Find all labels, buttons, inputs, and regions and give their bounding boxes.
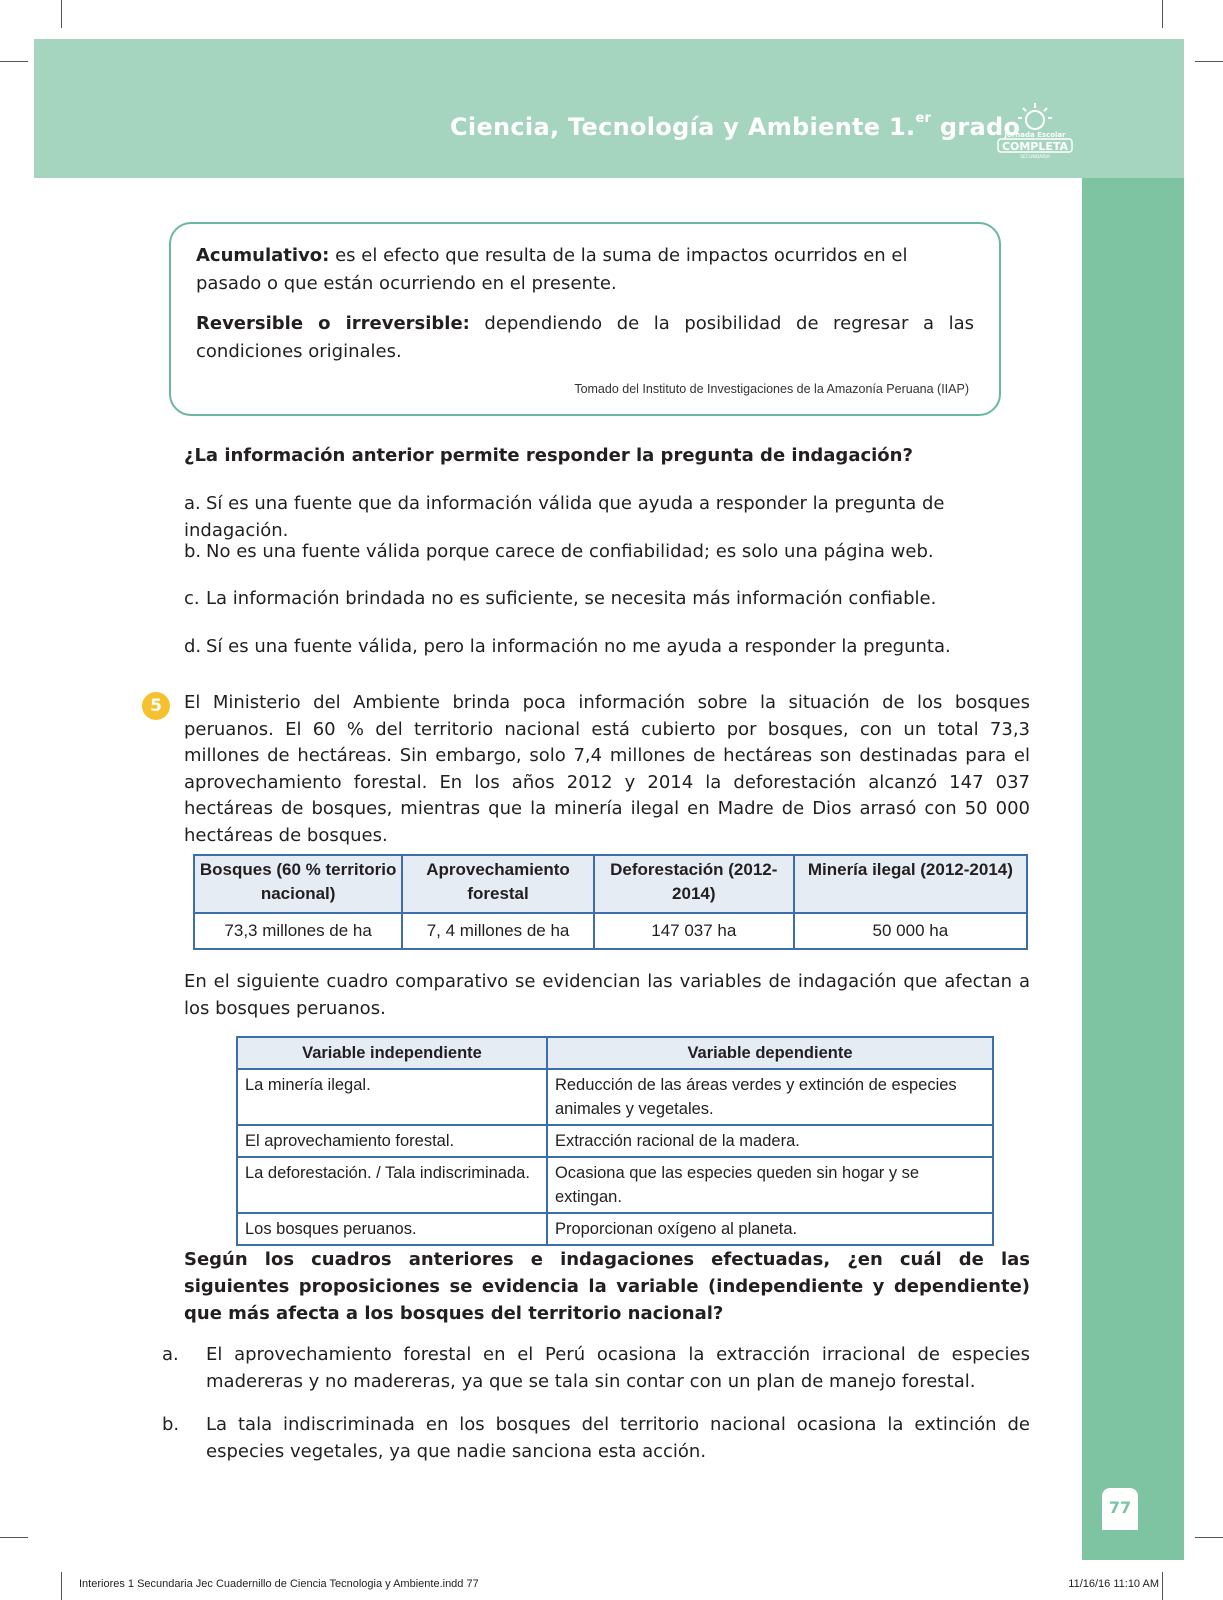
table-cell: 73,3 millones de ha <box>194 913 402 949</box>
table-header: Variable dependiente <box>547 1037 993 1069</box>
svg-text:Jornada Escolar: Jornada Escolar <box>1004 131 1066 139</box>
table-cell: 147 037 ha <box>594 913 794 949</box>
table-cell: 50 000 ha <box>794 913 1027 949</box>
table-cell: Ocasiona que las especies queden sin hogar y se extingan. <box>547 1157 993 1213</box>
table-cell: La minería ilegal. <box>237 1069 547 1125</box>
item-number-badge: 5 <box>142 692 170 720</box>
option-a: a. Sí es una fuente que da información válida que ayuda a responder la pregunta de indagación. <box>184 493 945 541</box>
crop-mark <box>61 0 62 28</box>
table-header: Bosques (60 % territorio nacional) <box>194 855 402 913</box>
comparative-intro: En el siguiente cuadro comparativo se evidencian las variables de indagación que afectan a los bosques peruanos. <box>184 971 1030 1019</box>
jornada-escolar-logo <box>992 100 1078 160</box>
table-cell: Reducción de las áreas verdes y extinción de especies animales y vegetales. <box>547 1069 993 1125</box>
crop-mark <box>0 1537 28 1538</box>
table-cell: La deforestación. / Tala indiscriminada. <box>237 1157 547 1213</box>
svg-text:SECUNDARIA: SECUNDARIA <box>1020 155 1050 160</box>
table-header: Deforestación (2012-2014) <box>594 855 794 913</box>
crop-mark <box>61 1572 62 1600</box>
table-cell: El aprovechamiento forestal. <box>237 1125 547 1157</box>
table-row <box>237 1213 993 1245</box>
table-header: Minería ilegal (2012-2014) <box>794 855 1027 913</box>
svg-text:COMPLETA: COMPLETA <box>1001 140 1069 153</box>
table-header: Variable independiente <box>237 1037 547 1069</box>
crop-mark <box>1162 1572 1163 1600</box>
option-b: b. No es una fuente válida porque carece de confiabilidad; es solo una página web. <box>184 541 934 562</box>
table-row <box>237 1069 993 1125</box>
forest-data-table <box>193 854 1028 950</box>
table-row <box>194 913 1027 949</box>
variables-table <box>236 1036 994 1246</box>
crop-mark <box>1195 61 1223 62</box>
page-number: 77 <box>1108 1498 1132 1517</box>
question-1: ¿La información anterior permite responder la pregunta de indagación? <box>184 445 913 466</box>
definition-reversible: Reversible o irreversible: dependiendo de la posibilidad de regresar a las condiciones originales. <box>196 313 974 362</box>
table-row <box>237 1157 993 1213</box>
side-band <box>1082 178 1184 1560</box>
crop-mark <box>0 61 28 62</box>
page-title: Ciencia, Tecnología y Ambiente 1.$^{er}$ grado <box>450 111 1021 141</box>
footer-timestamp: 11/16/16 11:10 AM <box>1068 1578 1159 1590</box>
item-5-paragraph: El Ministerio del Ambiente brinda poca información sobre la situación de los bosques peruanos. El 60 % del territorio nacional está cubierto por bosques, con un total 73,3 millones de hectáreas. Sin embargo, solo 7,4 millones de hectáreas son destinadas para el aprovechamiento forestal. En los años 2012 y 2014 la deforestación alcanzó 147 037 hectáreas de bosques, mientras que la minería ilegal en Madre de Dios arrasó con 50 000 hectáreas de bosques. <box>184 692 1030 846</box>
table-cell: Los bosques peruanos. <box>237 1213 547 1245</box>
table-cell: 7, 4 millones de ha <box>402 913 594 949</box>
definition-box <box>169 222 1001 416</box>
table-row <box>237 1125 993 1157</box>
definition-acumulativo: Acumulativo: es el efecto que resulta de la suma de impactos ocurridos en el pasado o que están ocurriendo en el presente. <box>196 245 908 294</box>
crop-mark <box>1162 0 1163 28</box>
crop-mark <box>1195 1537 1223 1538</box>
question-2: Según los cuadros anteriores e indagaciones efectuadas, ¿en cuál de las siguientes proposiciones se evidencia la variable (independiente y dependiente) que más afecta a los bosques del territorio nacional? <box>184 1249 1030 1324</box>
option-a: a. El aprovechamiento forestal en el Perú ocasiona la extracción irracional de especies madereras y no madereras, ya que se tala sin contar con un plan de manejo forestal. <box>162 1344 1030 1392</box>
table-cell: Extracción racional de la madera. <box>547 1125 993 1157</box>
footer-filename: Interiores 1 Secundaria Jec Cuadernillo de Ciencia Tecnologia y Ambiente.indd 77 <box>79 1578 479 1590</box>
table-cell: Proporcionan oxígeno al planeta. <box>547 1213 993 1245</box>
option-d: d. Sí es una fuente válida, pero la información no me ayuda a responder la pregunta. <box>184 636 951 657</box>
option-c: c. La información brindada no es suficiente, se necesita más información confiable. <box>184 588 937 609</box>
table-header: Aprovechamiento forestal <box>402 855 594 913</box>
source-citation: Tomado del Instituto de Investigaciones de la Amazonía Peruana (IIAP) <box>574 382 969 396</box>
option-b: b. La tala indiscriminada en los bosques del territorio nacional ocasiona la extinción de especies vegetales, ya que nadie sanciona esta acción. <box>162 1414 1030 1462</box>
